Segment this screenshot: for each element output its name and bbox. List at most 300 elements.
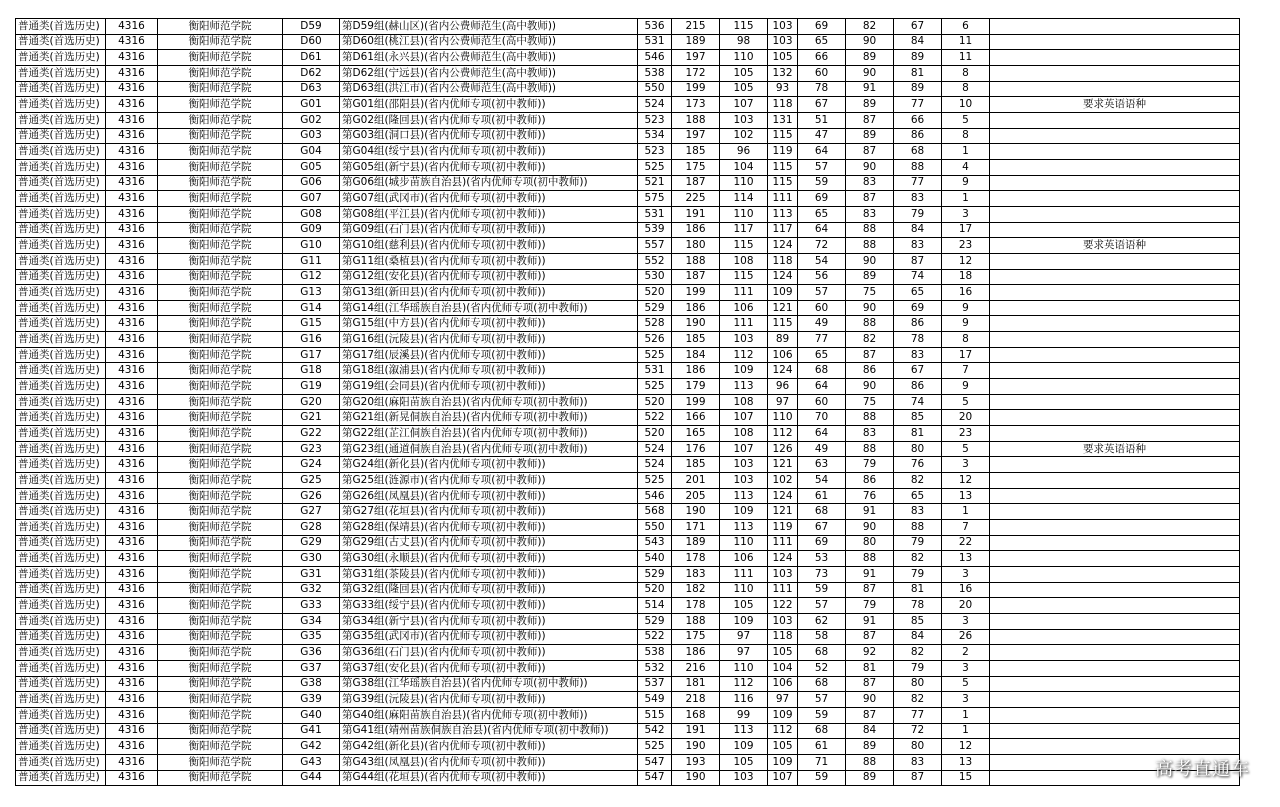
cell-group-name: 第G03组(洞口县)(省内优师专项(初中教师)) [340,128,638,144]
table-row [16,238,1240,254]
cell-subject-score-6: 74 [894,269,942,285]
cell-subject-score-1: 191 [672,206,720,222]
cell-subject-score-5: 91 [846,504,894,520]
cell-note: 要求英语语种 [990,441,1240,457]
cell-category: 普通类(首选历史) [16,34,106,50]
cell-subject-score-4: 68 [798,504,846,520]
cell-category: 普通类(首选历史) [16,566,106,582]
cell-school-name: 衡阳师范学院 [158,50,283,66]
table-row [16,520,1240,536]
cell-category: 普通类(首选历史) [16,551,106,567]
cell-group-name: 第G12组(安化县)(省内优师专项(初中教师)) [340,269,638,285]
cell-group-name: 第G16组(沅陵县)(省内优师专项(初中教师)) [340,332,638,348]
cell-note [990,65,1240,81]
cell-category: 普通类(首选历史) [16,692,106,708]
cell-group-name: 第G25组(涟源市)(省内优师专项(初中教师)) [340,473,638,489]
cell-subject-score-3: 103 [768,613,798,629]
cell-subject-score-3: 111 [768,191,798,207]
cell-note [990,19,1240,35]
cell-group-name: 第G41组(靖州苗族侗族自治县)(省内优师专项(初中教师)) [340,723,638,739]
cell-rank: 3 [942,206,990,222]
cell-subject-score-5: 75 [846,394,894,410]
cell-subject-score-4: 64 [798,426,846,442]
cell-total-score: 531 [638,206,672,222]
cell-subject-score-2: 105 [720,65,768,81]
cell-school-name: 衡阳师范学院 [158,660,283,676]
cell-subject-score-5: 87 [846,707,894,723]
cell-subject-score-6: 79 [894,566,942,582]
cell-school-code: 4316 [106,81,158,97]
cell-school-name: 衡阳师范学院 [158,363,283,379]
cell-subject-score-6: 65 [894,488,942,504]
cell-category: 普通类(首选历史) [16,457,106,473]
cell-group-name: 第G14组(江华瑶族自治县)(省内优师专项(初中教师)) [340,300,638,316]
cell-total-score: 521 [638,175,672,191]
cell-subject-score-3: 115 [768,159,798,175]
cell-group-code: D59 [283,19,340,35]
cell-rank: 13 [942,488,990,504]
cell-subject-score-4: 77 [798,332,846,348]
cell-subject-score-2: 112 [720,347,768,363]
cell-subject-score-4: 57 [798,285,846,301]
watermark: 高考直通车 [1155,759,1250,780]
cell-school-code: 4316 [106,238,158,254]
cell-group-name: 第D62组(宁远县)(省内公费师范生(高中教师)) [340,65,638,81]
cell-subject-score-6: 80 [894,676,942,692]
cell-subject-score-4: 69 [798,535,846,551]
cell-group-name: 第G20组(麻阳苗族自治县)(省内优师专项(初中教师)) [340,394,638,410]
cell-subject-score-5: 88 [846,551,894,567]
cell-school-name: 衡阳师范学院 [158,723,283,739]
cell-subject-score-4: 68 [798,723,846,739]
cell-rank: 3 [942,566,990,582]
cell-subject-score-5: 90 [846,253,894,269]
cell-group-code: G38 [283,676,340,692]
cell-school-name: 衡阳师范学院 [158,34,283,50]
cell-subject-score-3: 103 [768,34,798,50]
cell-group-name: 第D63组(洪江市)(省内公费师范生(高中教师)) [340,81,638,97]
cell-rank: 11 [942,50,990,66]
cell-subject-score-3: 115 [768,316,798,332]
cell-group-name: 第G29组(古丈县)(省内优师专项(初中教师)) [340,535,638,551]
cell-rank: 12 [942,739,990,755]
cell-group-code: D61 [283,50,340,66]
cell-group-name: 第G01组(邵阳县)(省内优师专项(初中教师)) [340,97,638,113]
cell-category: 普通类(首选历史) [16,394,106,410]
cell-group-name: 第G02组(隆回县)(省内优师专项(初中教师)) [340,112,638,128]
cell-subject-score-6: 79 [894,660,942,676]
cell-subject-score-6: 83 [894,754,942,770]
cell-school-code: 4316 [106,457,158,473]
cell-group-name: 第G05组(新宁县)(省内优师专项(初中教师)) [340,159,638,175]
cell-school-code: 4316 [106,300,158,316]
cell-total-score: 575 [638,191,672,207]
table-row [16,191,1240,207]
cell-rank: 16 [942,285,990,301]
cell-subject-score-2: 117 [720,222,768,238]
cell-subject-score-6: 88 [894,159,942,175]
cell-subject-score-4: 59 [798,175,846,191]
table-row [16,613,1240,629]
cell-rank: 23 [942,238,990,254]
cell-subject-score-6: 89 [894,81,942,97]
cell-note [990,347,1240,363]
cell-subject-score-5: 90 [846,159,894,175]
cell-note [990,410,1240,426]
cell-subject-score-4: 62 [798,613,846,629]
cell-subject-score-3: 112 [768,723,798,739]
cell-total-score: 520 [638,582,672,598]
cell-group-name: 第G34组(新宁县)(省内优师专项(初中教师)) [340,613,638,629]
table-row [16,739,1240,755]
cell-category: 普通类(首选历史) [16,81,106,97]
cell-note [990,535,1240,551]
cell-group-code: G43 [283,754,340,770]
cell-subject-score-6: 87 [894,770,942,786]
cell-subject-score-3: 124 [768,238,798,254]
cell-group-name: 第G22组(芷江侗族自治县)(省内优师专项(初中教师)) [340,426,638,442]
cell-subject-score-3: 112 [768,426,798,442]
table-row [16,426,1240,442]
cell-group-code: D63 [283,81,340,97]
cell-total-score: 552 [638,253,672,269]
cell-subject-score-1: 190 [672,504,720,520]
cell-subject-score-1: 172 [672,65,720,81]
cell-rank: 3 [942,660,990,676]
cell-subject-score-5: 88 [846,754,894,770]
cell-subject-score-1: 190 [672,770,720,786]
cell-group-code: G02 [283,112,340,128]
cell-category: 普通类(首选历史) [16,770,106,786]
cell-total-score: 529 [638,613,672,629]
cell-rank: 9 [942,175,990,191]
cell-subject-score-3: 122 [768,598,798,614]
cell-subject-score-5: 90 [846,34,894,50]
cell-note [990,159,1240,175]
cell-subject-score-3: 107 [768,770,798,786]
cell-subject-score-2: 110 [720,535,768,551]
cell-subject-score-2: 110 [720,582,768,598]
cell-note [990,613,1240,629]
cell-total-score: 526 [638,332,672,348]
cell-subject-score-3: 118 [768,253,798,269]
cell-subject-score-2: 107 [720,441,768,457]
cell-subject-score-6: 77 [894,707,942,723]
cell-subject-score-3: 96 [768,379,798,395]
cell-category: 普通类(首选历史) [16,660,106,676]
cell-subject-score-1: 185 [672,457,720,473]
table-row [16,128,1240,144]
cell-total-score: 539 [638,222,672,238]
cell-subject-score-1: 168 [672,707,720,723]
cell-subject-score-2: 107 [720,410,768,426]
cell-subject-score-5: 89 [846,50,894,66]
cell-group-name: 第G30组(永顺县)(省内优师专项(初中教师)) [340,551,638,567]
cell-group-name: 第G06组(城步苗族自治县)(省内优师专项(初中教师)) [340,175,638,191]
cell-group-code: G08 [283,206,340,222]
cell-subject-score-1: 225 [672,191,720,207]
cell-subject-score-5: 83 [846,206,894,222]
table-row [16,566,1240,582]
cell-total-score: 547 [638,754,672,770]
cell-school-code: 4316 [106,645,158,661]
cell-rank: 18 [942,269,990,285]
cell-school-code: 4316 [106,441,158,457]
cell-subject-score-4: 57 [798,598,846,614]
cell-group-name: 第D59组(赫山区)(省内公费师范生(高中教师)) [340,19,638,35]
cell-category: 普通类(首选历史) [16,363,106,379]
cell-subject-score-3: 109 [768,707,798,723]
cell-subject-score-2: 109 [720,613,768,629]
cell-school-name: 衡阳师范学院 [158,551,283,567]
cell-group-name: 第G39组(沅陵县)(省内优师专项(初中教师)) [340,692,638,708]
table-row [16,65,1240,81]
cell-subject-score-4: 68 [798,645,846,661]
cell-group-name: 第G36组(石门县)(省内优师专项(初中教师)) [340,645,638,661]
cell-rank: 23 [942,426,990,442]
cell-subject-score-6: 82 [894,645,942,661]
table-row [16,285,1240,301]
cell-subject-score-3: 109 [768,285,798,301]
cell-subject-score-1: 178 [672,598,720,614]
cell-total-score: 525 [638,379,672,395]
cell-note [990,629,1240,645]
cell-rank: 1 [942,191,990,207]
table-row [16,253,1240,269]
cell-subject-score-5: 90 [846,379,894,395]
cell-school-name: 衡阳师范学院 [158,65,283,81]
cell-subject-score-5: 84 [846,723,894,739]
cell-subject-score-5: 90 [846,300,894,316]
cell-rank: 5 [942,394,990,410]
cell-subject-score-6: 77 [894,97,942,113]
cell-total-score: 528 [638,316,672,332]
cell-subject-score-4: 68 [798,363,846,379]
table-row [16,19,1240,35]
cell-subject-score-6: 67 [894,19,942,35]
table-row [16,754,1240,770]
cell-total-score: 531 [638,363,672,379]
table-row [16,34,1240,50]
cell-note [990,379,1240,395]
cell-category: 普通类(首选历史) [16,65,106,81]
cell-group-name: 第G04组(绥宁县)(省内优师专项(初中教师)) [340,144,638,160]
cell-group-code: G28 [283,520,340,536]
cell-category: 普通类(首选历史) [16,253,106,269]
cell-subject-score-1: 171 [672,520,720,536]
cell-subject-score-1: 178 [672,551,720,567]
cell-category: 普通类(首选历史) [16,128,106,144]
cell-subject-score-2: 113 [720,488,768,504]
cell-rank: 8 [942,128,990,144]
cell-subject-score-1: 176 [672,441,720,457]
cell-subject-score-4: 63 [798,457,846,473]
cell-rank: 1 [942,723,990,739]
cell-note [990,551,1240,567]
cell-note [990,112,1240,128]
cell-school-code: 4316 [106,488,158,504]
cell-subject-score-2: 113 [720,379,768,395]
cell-school-code: 4316 [106,394,158,410]
cell-group-code: G18 [283,363,340,379]
cell-rank: 9 [942,316,990,332]
cell-subject-score-4: 59 [798,582,846,598]
cell-rank: 12 [942,253,990,269]
cell-subject-score-2: 96 [720,144,768,160]
cell-rank: 13 [942,754,990,770]
cell-subject-score-4: 65 [798,347,846,363]
table-row [16,81,1240,97]
cell-subject-score-1: 218 [672,692,720,708]
cell-subject-score-4: 78 [798,81,846,97]
cell-group-code: G42 [283,739,340,755]
cell-total-score: 530 [638,269,672,285]
cell-subject-score-5: 83 [846,175,894,191]
cell-note [990,426,1240,442]
cell-subject-score-1: 190 [672,739,720,755]
table-row [16,457,1240,473]
cell-subject-score-1: 185 [672,332,720,348]
cell-total-score: 525 [638,739,672,755]
cell-group-code: G40 [283,707,340,723]
cell-group-name: 第D61组(永兴县)(省内公费师范生(高中教师)) [340,50,638,66]
cell-note [990,128,1240,144]
cell-subject-score-2: 107 [720,97,768,113]
cell-subject-score-6: 79 [894,206,942,222]
cell-total-score: 538 [638,65,672,81]
cell-rank: 13 [942,551,990,567]
cell-subject-score-2: 110 [720,50,768,66]
cell-subject-score-1: 180 [672,238,720,254]
cell-total-score: 534 [638,128,672,144]
cell-total-score: 525 [638,347,672,363]
cell-subject-score-1: 175 [672,629,720,645]
cell-rank: 8 [942,81,990,97]
cell-group-code: G14 [283,300,340,316]
cell-note [990,175,1240,191]
table-row [16,175,1240,191]
cell-subject-score-4: 59 [798,707,846,723]
cell-subject-score-5: 88 [846,441,894,457]
cell-subject-score-1: 201 [672,473,720,489]
cell-category: 普通类(首选历史) [16,206,106,222]
cell-school-name: 衡阳师范学院 [158,19,283,35]
cell-category: 普通类(首选历史) [16,535,106,551]
cell-subject-score-3: 113 [768,206,798,222]
cell-subject-score-5: 82 [846,19,894,35]
cell-category: 普通类(首选历史) [16,112,106,128]
cell-subject-score-4: 56 [798,269,846,285]
cell-group-code: G39 [283,692,340,708]
cell-subject-score-4: 57 [798,692,846,708]
cell-group-code: G09 [283,222,340,238]
cell-group-code: G16 [283,332,340,348]
cell-total-score: 515 [638,707,672,723]
cell-group-name: 第G26组(凤凰县)(省内优师专项(初中教师)) [340,488,638,504]
cell-subject-score-5: 87 [846,582,894,598]
table-row [16,410,1240,426]
cell-note [990,473,1240,489]
cell-group-name: 第G27组(花垣县)(省内优师专项(初中教师)) [340,504,638,520]
cell-subject-score-4: 54 [798,253,846,269]
cell-school-code: 4316 [106,754,158,770]
cell-rank: 10 [942,97,990,113]
cell-category: 普通类(首选历史) [16,488,106,504]
cell-category: 普通类(首选历史) [16,332,106,348]
cell-school-name: 衡阳师范学院 [158,238,283,254]
cell-group-code: G06 [283,175,340,191]
cell-subject-score-2: 109 [720,504,768,520]
cell-subject-score-1: 199 [672,285,720,301]
cell-subject-score-2: 109 [720,363,768,379]
cell-school-name: 衡阳师范学院 [158,598,283,614]
cell-subject-score-3: 102 [768,473,798,489]
cell-total-score: 520 [638,285,672,301]
cell-subject-score-6: 89 [894,50,942,66]
cell-subject-score-1: 182 [672,582,720,598]
cell-school-name: 衡阳师范学院 [158,535,283,551]
cell-category: 普通类(首选历史) [16,379,106,395]
cell-school-code: 4316 [106,676,158,692]
table-row [16,582,1240,598]
cell-subject-score-2: 116 [720,692,768,708]
cell-subject-score-5: 87 [846,112,894,128]
cell-subject-score-6: 76 [894,457,942,473]
cell-total-score: 532 [638,660,672,676]
cell-school-code: 4316 [106,426,158,442]
cell-category: 普通类(首选历史) [16,598,106,614]
cell-note [990,81,1240,97]
cell-school-code: 4316 [106,379,158,395]
cell-note [990,394,1240,410]
cell-school-name: 衡阳师范学院 [158,332,283,348]
cell-subject-score-6: 86 [894,128,942,144]
cell-subject-score-2: 106 [720,551,768,567]
cell-group-code: G31 [283,566,340,582]
table-row [16,50,1240,66]
cell-group-code: D62 [283,65,340,81]
cell-school-name: 衡阳师范学院 [158,676,283,692]
cell-subject-score-5: 76 [846,488,894,504]
cell-school-code: 4316 [106,410,158,426]
cell-group-name: 第G21组(新晃侗族自治县)(省内优师专项(初中教师)) [340,410,638,426]
cell-subject-score-3: 111 [768,582,798,598]
cell-subject-score-4: 60 [798,300,846,316]
cell-subject-score-5: 86 [846,363,894,379]
cell-group-name: 第G43组(凤凰县)(省内优师专项(初中教师)) [340,754,638,770]
cell-subject-score-3: 103 [768,566,798,582]
cell-subject-score-2: 97 [720,629,768,645]
cell-total-score: 520 [638,426,672,442]
cell-subject-score-6: 82 [894,473,942,489]
cell-group-name: 第G15组(中方县)(省内优师专项(初中教师)) [340,316,638,332]
cell-subject-score-2: 105 [720,754,768,770]
cell-subject-score-4: 61 [798,739,846,755]
cell-group-code: G10 [283,238,340,254]
cell-subject-score-3: 121 [768,504,798,520]
cell-subject-score-6: 83 [894,504,942,520]
cell-school-code: 4316 [106,112,158,128]
cell-subject-score-1: 197 [672,128,720,144]
cell-subject-score-5: 90 [846,520,894,536]
cell-subject-score-4: 59 [798,770,846,786]
cell-school-name: 衡阳师范学院 [158,410,283,426]
cell-school-code: 4316 [106,692,158,708]
cell-total-score: 529 [638,300,672,316]
table-row [16,707,1240,723]
cell-subject-score-4: 69 [798,191,846,207]
cell-subject-score-3: 104 [768,660,798,676]
